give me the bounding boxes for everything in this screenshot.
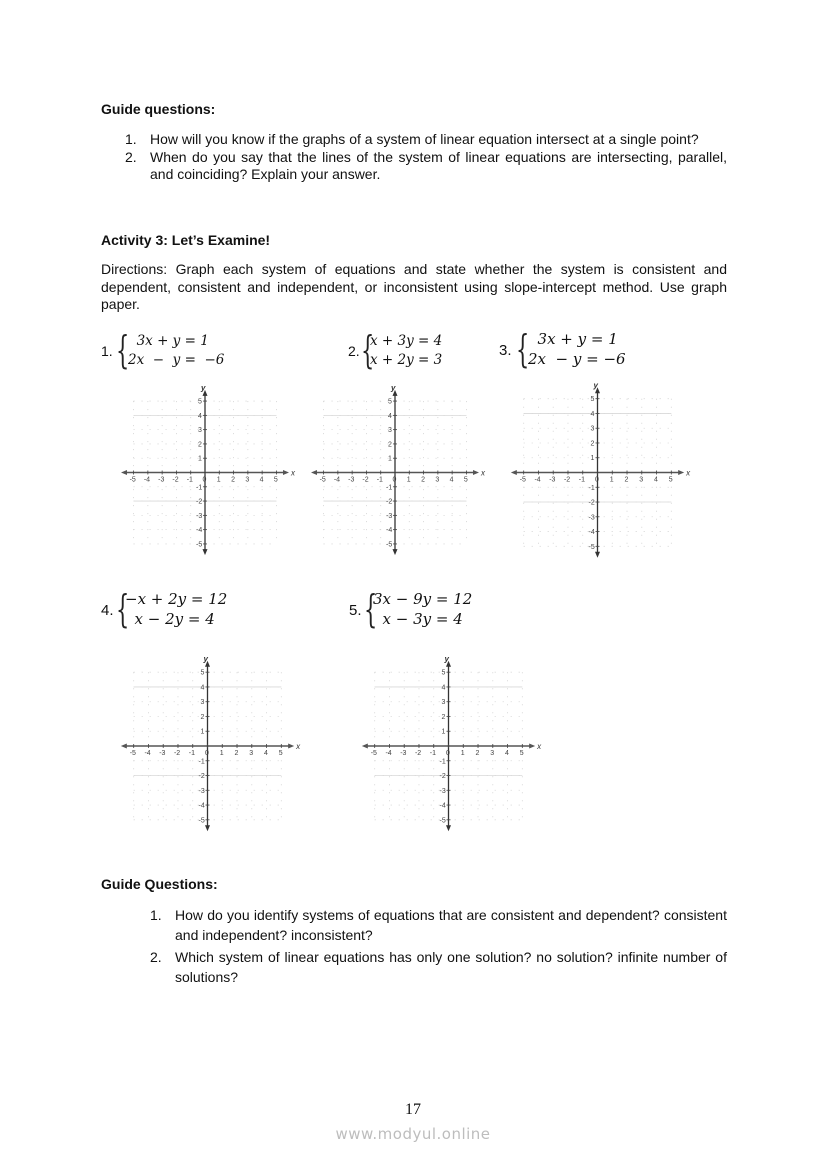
svg-text:x: x [296, 742, 301, 751]
svg-text:-4: -4 [198, 802, 205, 810]
svg-text:-4: -4 [143, 476, 151, 484]
svg-text:5: 5 [200, 669, 205, 677]
svg-text:3: 3 [245, 476, 250, 484]
svg-text:-2: -2 [362, 476, 369, 484]
svg-text:0: 0 [595, 476, 599, 484]
svg-text:-1: -1 [196, 484, 203, 492]
svg-text:-4: -4 [144, 750, 151, 757]
svg-text:1: 1 [200, 728, 205, 736]
svg-text:5: 5 [463, 476, 468, 484]
svg-text:-4: -4 [588, 529, 595, 537]
svg-text:0: 0 [202, 476, 207, 484]
svg-text:4: 4 [654, 476, 658, 484]
svg-text:-1: -1 [386, 484, 393, 492]
svg-text:x: x [686, 468, 691, 478]
svg-text:-1: -1 [376, 476, 383, 484]
svg-text:-1: -1 [429, 750, 436, 757]
svg-text:5: 5 [273, 476, 278, 484]
svg-text:4: 4 [388, 412, 392, 420]
svg-text:5: 5 [278, 750, 283, 757]
svg-text:-5: -5 [370, 750, 377, 757]
svg-text:2: 2 [198, 441, 202, 449]
svg-text:4: 4 [198, 412, 202, 420]
guide-questions-heading-2: Guide Questions: [101, 876, 218, 892]
svg-text:-1: -1 [198, 758, 205, 766]
brace-icon: { [116, 328, 130, 372]
svg-text:5: 5 [198, 398, 202, 406]
svg-text:-2: -2 [198, 773, 205, 781]
svg-text:-5: -5 [439, 817, 446, 825]
svg-text:3: 3 [198, 427, 202, 435]
svg-text:3: 3 [249, 750, 254, 757]
svg-text:x: x [537, 742, 542, 751]
svg-text:1: 1 [198, 455, 202, 463]
svg-text:1: 1 [219, 750, 224, 757]
svg-text:4: 4 [505, 750, 509, 757]
svg-text:0: 0 [205, 750, 209, 757]
svg-text:1: 1 [441, 728, 446, 736]
svg-text:-3: -3 [386, 512, 393, 520]
svg-text:-3: -3 [348, 476, 355, 484]
svg-text:y: y [391, 383, 396, 393]
svg-text:-4: -4 [534, 476, 541, 484]
watermark: www.modyul.online [335, 1125, 491, 1143]
svg-text:-4: -4 [196, 527, 203, 535]
coordinate-grid-4 [112, 648, 307, 838]
svg-text:2: 2 [624, 476, 629, 484]
svg-text:5: 5 [590, 396, 595, 404]
grid-svg [353, 648, 548, 838]
svg-text:2: 2 [388, 441, 392, 449]
svg-text:1: 1 [406, 476, 411, 484]
guide-question-item: 1. How do you identify systems of equations that are consistent and dependent? consistent and independent? inconsistent? [150, 907, 727, 943]
svg-text:-2: -2 [386, 498, 393, 506]
svg-text:-5: -5 [129, 476, 136, 484]
svg-text:3: 3 [200, 699, 205, 707]
guide-question-item: 2. Which system of linear equations has only one solution? no solution? infinite number of solutions? [150, 949, 727, 985]
guide-questions-list [125, 131, 727, 184]
svg-text:4: 4 [264, 750, 268, 757]
svg-text:-2: -2 [173, 750, 181, 757]
activity-title: Activity 3: Let’s Examine! [101, 232, 271, 248]
coordinate-grid-5 [353, 648, 548, 838]
svg-text:-4: -4 [439, 802, 446, 810]
svg-text:2: 2 [475, 750, 480, 757]
svg-text:5: 5 [441, 669, 446, 677]
svg-text:-4: -4 [385, 750, 392, 757]
svg-text:y: y [593, 380, 598, 390]
svg-text:-2: -2 [563, 476, 571, 484]
svg-text:-4: -4 [333, 476, 341, 484]
coordinate-grid-3 [502, 377, 697, 562]
svg-text:-5: -5 [198, 817, 205, 825]
svg-text:1: 1 [388, 455, 392, 463]
svg-text:-3: -3 [549, 476, 556, 484]
brace-icon: { [516, 327, 530, 371]
svg-text:x: x [291, 468, 295, 478]
coordinate-grid-1 [112, 377, 302, 562]
svg-text:1: 1 [590, 455, 595, 463]
svg-text:3: 3 [490, 750, 495, 757]
svg-text:4: 4 [441, 684, 446, 692]
svg-text:3: 3 [388, 427, 392, 435]
svg-text:y: y [203, 654, 208, 664]
svg-text:-1: -1 [588, 484, 595, 492]
svg-text:-2: -2 [439, 773, 446, 781]
guide-question-item: 2. When do you say that the lines of the system of linear equations are intersecting, parallel, and coinciding? Explain your answer. [125, 148, 727, 182]
svg-text:-3: -3 [196, 512, 203, 520]
svg-text:-2: -2 [172, 476, 179, 484]
svg-text:x: x [481, 468, 485, 478]
guide-questions-list-2 [150, 905, 727, 987]
svg-text:y: y [201, 383, 206, 393]
svg-text:-3: -3 [439, 787, 446, 795]
coordinate-grid-2 [302, 377, 492, 562]
svg-text:-1: -1 [188, 750, 195, 757]
svg-text:3: 3 [441, 699, 446, 707]
svg-text:2: 2 [421, 476, 425, 484]
svg-text:5: 5 [519, 750, 524, 757]
activity-directions: Directions: Graph each system of equations and state whether the system is consistent and dependent, consistent and independent, or inconsistent using slope-intercept method. Use graph paper. [101, 261, 727, 312]
svg-text:5: 5 [668, 476, 673, 484]
svg-text:0: 0 [392, 476, 397, 484]
brace-icon: { [116, 587, 130, 631]
svg-text:4: 4 [259, 476, 264, 484]
svg-text:-5: -5 [519, 476, 526, 484]
svg-text:4: 4 [590, 410, 595, 418]
svg-text:2: 2 [234, 750, 239, 757]
svg-text:2: 2 [231, 476, 235, 484]
svg-text:2: 2 [590, 440, 595, 448]
grid-svg [112, 377, 302, 562]
guide-questions-heading: Guide questions: [101, 101, 216, 117]
page-number: 17 [405, 1101, 421, 1118]
svg-text:-1: -1 [578, 476, 585, 484]
svg-text:-1: -1 [186, 476, 193, 484]
svg-text:-5: -5 [386, 541, 393, 549]
svg-text:-3: -3 [158, 476, 165, 484]
svg-text:2: 2 [441, 713, 446, 721]
svg-text:4: 4 [449, 476, 454, 484]
svg-text:2: 2 [200, 713, 205, 721]
svg-text:-2: -2 [196, 498, 203, 506]
grid-svg [112, 648, 307, 838]
svg-text:-5: -5 [196, 541, 203, 549]
svg-text:3: 3 [590, 425, 595, 433]
brace-icon: { [364, 587, 378, 631]
svg-text:3: 3 [435, 476, 440, 484]
svg-text:-1: -1 [439, 758, 446, 766]
grid-svg [502, 377, 697, 562]
svg-text:-2: -2 [414, 750, 422, 757]
svg-text:1: 1 [216, 476, 221, 484]
svg-text:-3: -3 [400, 750, 407, 757]
svg-text:0: 0 [446, 750, 450, 757]
svg-text:-5: -5 [319, 476, 326, 484]
guide-question-item: 1. How will you know if the graphs of a system of linear equation intersect at a single point? [125, 131, 699, 147]
grid-svg [302, 377, 492, 562]
svg-text:-3: -3 [588, 514, 595, 522]
svg-text:3: 3 [639, 476, 644, 484]
svg-text:5: 5 [388, 398, 392, 406]
svg-text:-5: -5 [588, 543, 595, 551]
svg-text:4: 4 [200, 684, 205, 692]
svg-text:y: y [444, 654, 449, 664]
brace-icon: { [361, 328, 375, 372]
svg-text:-5: -5 [129, 750, 136, 757]
svg-text:1: 1 [609, 476, 614, 484]
svg-text:1: 1 [460, 750, 465, 757]
svg-text:-2: -2 [588, 499, 595, 507]
svg-text:-3: -3 [198, 787, 205, 795]
svg-text:-3: -3 [159, 750, 166, 757]
svg-text:-4: -4 [386, 527, 393, 535]
